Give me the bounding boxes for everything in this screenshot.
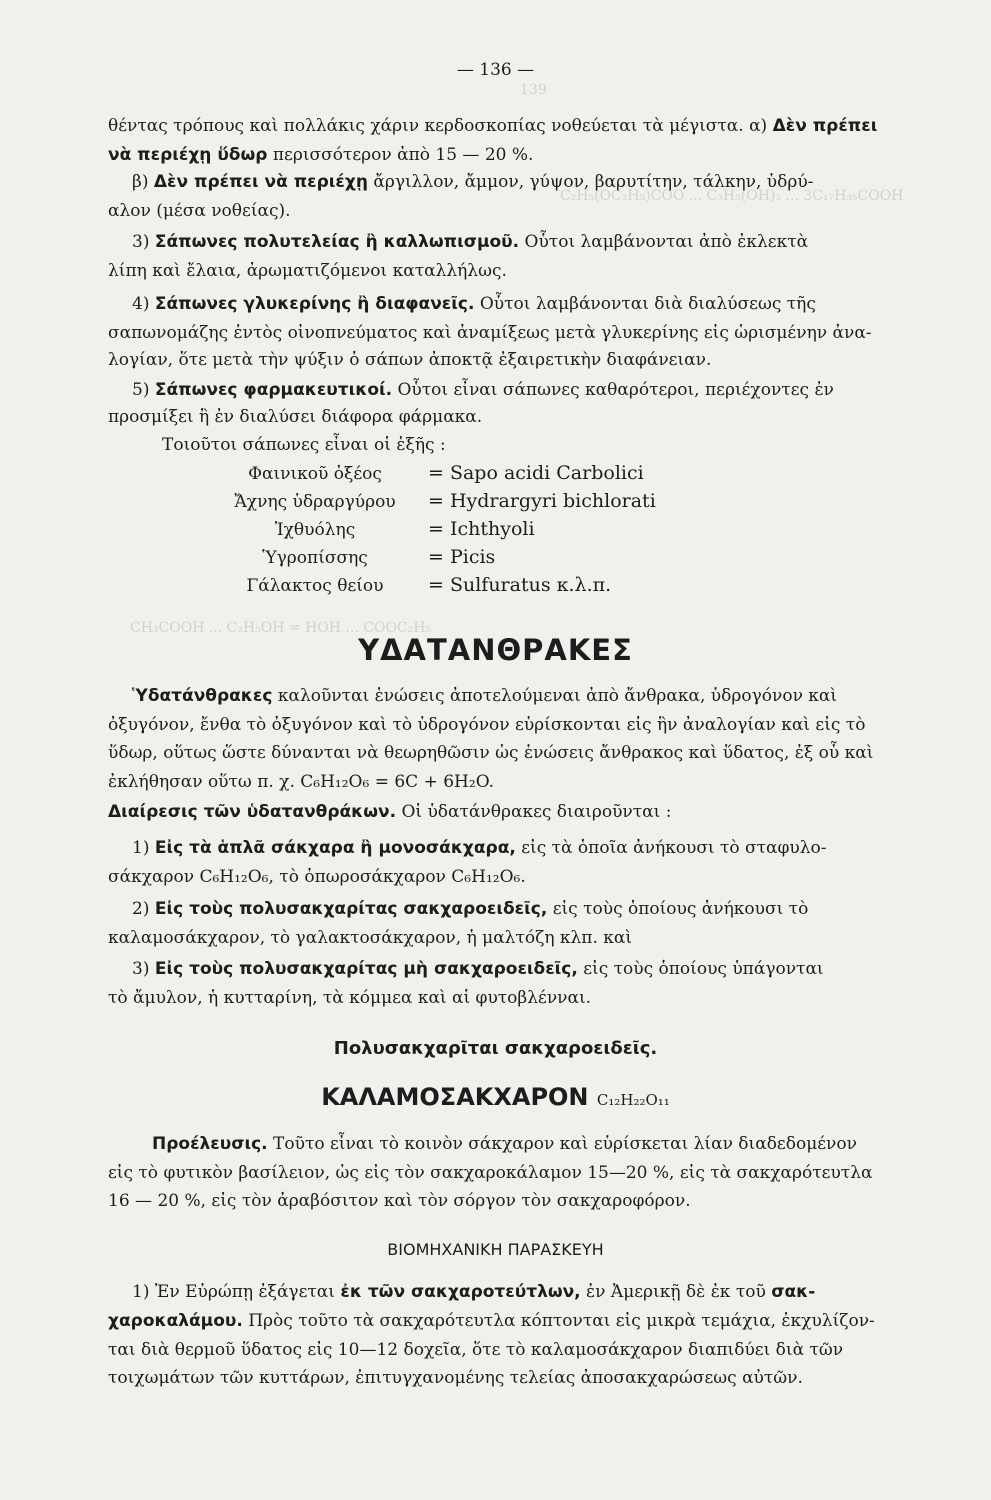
text-line: ται διὰ θερμοῦ ὕδατος εἰς 10—12 δοχεῖα, ὅτε τὸ καλαμοσάκχαρον διαπιδύει διὰ τῶν <box>108 1340 844 1360</box>
text-line: καλαμοσάκχαρον, τὸ γαλακτοσάκχαρον, ἡ μαλτόζη κλπ. καὶ <box>108 928 633 948</box>
text-line <box>108 143 533 167</box>
category-title: Εἰς τοὺς πολυσακχαρίτας σακχαροειδεῖς, <box>154 899 548 919</box>
soap-item <box>132 378 834 402</box>
category-item <box>132 897 808 921</box>
sugar-heading <box>0 1083 991 1111</box>
soap-title: Σάπωνες πολυτελείας ἢ καλλωπισμοῦ. <box>154 232 520 252</box>
text-line: ὕδωρ, οὕτως ὥστε δύνανται νὰ θεωρηθῶσιν ὡς ἑνώσεις ἄνθρακος καὶ ὕδατος, ἐξ οὗ καὶ <box>108 743 874 763</box>
bold-text: χαροκαλάμου. <box>108 1311 243 1331</box>
text-line: 16 — 20 %, εἰς τὸν ἀραβόσιτον καὶ τὸν σόργον τὸν σακχαροφόρον. <box>108 1191 691 1211</box>
text-line: ἐκλήθησαν οὕτω π. χ. C₆H₁₂O₆ = 6C + 6H₂O. <box>108 772 495 792</box>
text-line <box>108 348 711 372</box>
text-span: Οὗτοι λαμβάνονται διὰ διαλύσεως τῆς <box>474 294 816 314</box>
text-line <box>108 800 671 824</box>
text-span: Οἱ ὑδατάνθρακες διαιροῦνται : <box>396 802 672 822</box>
text-line: τὸ ἄμυλον, ἡ κυτταρίνη, τὰ κόμμεα καὶ αἱ φυτοβλένναι. <box>108 988 592 1008</box>
text-span: εἰς τοὺς ὁποίους ὑπάγονται <box>577 959 824 979</box>
soap-title: Σάπωνες γλυκερίνης ἢ διαφανεῖς. <box>154 294 475 314</box>
item-number: 3) <box>132 959 155 979</box>
table-greek: Φαινικοῦ ὀξέος <box>248 464 382 484</box>
sugar-title: ΚΑΛΑΜΟΣΑΚΧΑΡΟΝ <box>321 1083 589 1111</box>
text-span: Πρὸς τοῦτο τὰ σακχαρότευτλα κόπτονται εἰς μικρὰ τεμάχια, ἐκχυλίζον- <box>242 1311 875 1331</box>
text-line <box>132 1280 815 1304</box>
bold-text: νὰ περιέχῃ ὕδωρ <box>108 145 268 165</box>
table-greek: Ἰχθυόλης <box>274 520 356 540</box>
text-span: λίπη καὶ ἔλαια, ἀρωματιζόμενοι καταλλήλως. <box>108 261 507 281</box>
table-latin: = Hydrargyri bichlorati <box>428 490 656 512</box>
bold-text: σακ- <box>771 1282 816 1302</box>
text-span: Οὗτοι εἶναι σάπωνες καθαρότεροι, περιέχοντες ἐν <box>392 380 834 400</box>
table-latin: = Ichthyoli <box>428 518 535 540</box>
category-item <box>132 836 827 860</box>
text-line: σάκχαρον C₆H₁₂O₆, τὸ ὀπωροσάκχαρον C₆H₁₂O₆. <box>108 867 526 887</box>
text-span: προσμίξει ἢ ἐν διαλύσει διάφορα φάρμακα. <box>108 407 483 427</box>
item-number: 1) <box>132 1282 155 1302</box>
text-line <box>108 259 507 283</box>
item-number: 3) <box>132 232 155 252</box>
table-latin: = Sulfuratus κ.λ.π. <box>428 574 612 596</box>
bold-text: Δὲν πρέπει νὰ περιέχῃ <box>153 172 368 192</box>
bold-text: Διαίρεσις τῶν ὑδατανθράκων. <box>108 802 397 822</box>
text-span: β) <box>132 172 154 192</box>
category-item <box>132 957 824 981</box>
bold-text: ἐκ τῶν σακχαροτεύτλων, <box>340 1282 581 1302</box>
text-line: ὀξυγόνον, ἔνθα τὸ ὀξυγόνον καὶ τὸ ὑδρογόνον εὑρίσκονται εἰς ἣν ἀναλογίαν καὶ εἰς τὸ <box>108 715 866 735</box>
category-title: Εἰς τοὺς πολυσακχαρίτας μὴ σακχαροειδεῖς, <box>154 959 578 979</box>
list-intro: Τοιοῦτοι σάπωνες εἶναι οἱ ἑξῆς : <box>162 435 446 455</box>
table-greek: Ὑγροπίσσης <box>262 548 368 568</box>
item-number: 4) <box>132 294 155 314</box>
text-line: τοιχωμάτων τῶν κυττάρων, ἐπιτυγχανομένης τελείας ἀποσακχαρώσεως αὐτῶν. <box>108 1368 803 1388</box>
text-line <box>132 170 813 194</box>
bold-text: Δὲν πρέπει <box>772 116 878 136</box>
bleed-through-text: C₂H₅(OC₂H₅)COO ... C₃H₅(OH)₃ ... 3C₁₇H₃₅COOH <box>560 188 904 204</box>
text-span: λογίαν, ὅτε μετὰ τὴν ψύξιν ὁ σάπων ἀποκτᾷ ἐξαιρετικὴν διαφάνειαν. <box>108 350 712 370</box>
sugar-formula: C₁₂H₂₂O₁₁ <box>596 1091 670 1109</box>
bleed-through-text: 139 <box>520 82 547 98</box>
soap-item <box>132 230 808 254</box>
text-span: θέντας τρόπους καὶ πολλάκις χάριν κερδοσκοπίας νοθεύεται τὰ μέγιστα. α) <box>108 116 773 136</box>
item-number: 1) <box>132 838 155 858</box>
text-span: εἰς τὰ ὁποῖα ἀνήκουσι τὸ σταφυλο- <box>515 838 827 858</box>
text-line <box>108 114 877 138</box>
table-greek: Ἄχνης ὑδραργύρου <box>234 492 396 512</box>
page-number: — 136 — <box>456 60 535 80</box>
category-title: Εἰς τὰ ἁπλᾶ σάκχαρα ἢ μονοσάκχαρα, <box>154 838 516 858</box>
text-line <box>108 1309 875 1333</box>
text-span: αλον (μέσα νοθείας). <box>108 201 291 221</box>
bold-text: Προέλευσις. <box>152 1134 268 1154</box>
text-span: καλοῦνται ἑνώσεις ἀποτελούμεναι ἀπὸ ἄνθρακα, ὑδρογόνον καὶ <box>272 686 838 706</box>
table-latin: = Picis <box>428 546 496 568</box>
text-line <box>108 405 482 429</box>
soap-item <box>132 292 816 316</box>
text-span: Οὗτοι λαμβάνονται ἀπὸ ἐκλεκτὰ <box>519 232 809 252</box>
text-span: εἰς τοὺς ὁποίους ἀνήκουσι τὸ <box>547 899 809 919</box>
table-greek: Γάλακτος θείου <box>246 576 384 596</box>
text-line <box>108 199 291 223</box>
text-span: περισσότερον ἀπὸ 15 — 20 %. <box>267 145 534 165</box>
text-span: Τοῦτο εἶναι τὸ κοινὸν σάκχαρον καὶ εὑρίσκεται λίαν διαδεδομένον <box>267 1134 857 1154</box>
text-line <box>132 684 837 708</box>
bleed-through-text: CH₃COOH ... C₂H₅OH = HOH ... COOC₂H₅ <box>130 620 432 636</box>
subsection-title: Πολυσακχαρῖται σακχαροειδεῖς. <box>333 1038 658 1059</box>
text-span: ἐν Ἀμερικῇ δὲ ἐκ τοῦ <box>580 1282 772 1302</box>
text-span: ἄργιλλον, ἄμμον, γύψον, βαρυτίτην, τάλκην, ὑδρύ- <box>367 172 814 192</box>
soap-title: Σάπωνες φαρμακευτικοί. <box>154 380 393 400</box>
item-number: 5) <box>132 380 155 400</box>
industrial-title: ΒΙΟΜΗΧΑΝΙΚΗ ΠΑΡΑΣΚΕΥΗ <box>387 1240 604 1259</box>
text-span: σαπωνομάζης ἐντὸς οἰνοπνεύματος καὶ ἀναμίξεως μετὰ γλυκερίνης εἰς ὡρισμένην ἀνα- <box>108 323 872 343</box>
bold-text: Ὑδατάνθρακες <box>132 686 273 706</box>
text-line <box>152 1132 857 1156</box>
text-line <box>108 321 872 345</box>
table-latin: = Sapo acidi Carbolici <box>428 462 644 484</box>
section-title: ΥΔΑΤΑΝΘΡΑΚΕΣ <box>358 633 633 667</box>
text-span: Ἐν Εὐρώπῃ ἐξάγεται <box>154 1282 341 1302</box>
item-number: 2) <box>132 899 155 919</box>
text-line: εἰς τὸ φυτικὸν βασίλειον, ὡς εἰς τὸν σακχαροκάλαμον 15—20 %, εἰς τὰ σακχαρότευτλα <box>108 1163 873 1183</box>
